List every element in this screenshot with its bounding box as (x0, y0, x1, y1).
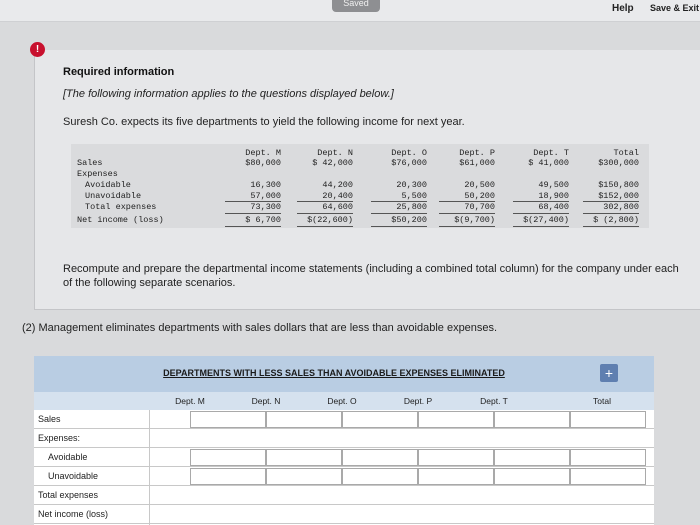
input-sales-t[interactable] (494, 411, 570, 428)
scenario-text: (2) Management eliminates departments with sales dollars that are less than avoidable expenses. (22, 322, 498, 334)
input-unavoidable-p[interactable] (418, 468, 494, 485)
help-link[interactable]: Help (612, 3, 634, 14)
underline (583, 213, 639, 214)
stmt-net-income-p: $(9,700) (454, 215, 495, 225)
row-expenses (34, 429, 654, 448)
input-sales-o[interactable] (342, 411, 418, 428)
row-total-expenses (34, 486, 654, 505)
double-underline (225, 226, 281, 227)
stmt-avoidable-p: 20,500 (464, 180, 495, 190)
stmt-label-unavoidable: Unavoidable (85, 191, 142, 201)
answer-table-title: DEPARTMENTS WITH LESS SALES THAN AVOIDABLE EXPENSES ELIMINATED (163, 368, 505, 378)
required-info-title: Required information (63, 66, 175, 78)
recompute-instructions: Recompute and prepare the departmental income statements (including a combined total column) for the company under each of the following separate scenarios. (63, 263, 679, 289)
answer-column-headers (34, 392, 654, 410)
save-exit-button[interactable]: Save & Exit (650, 3, 700, 13)
double-underline (371, 226, 427, 227)
input-sales-n[interactable] (266, 411, 342, 428)
col-header-dept-m: Dept. M (175, 396, 205, 406)
row-sales (34, 410, 654, 429)
input-avoidable-p[interactable] (418, 449, 494, 466)
input-sales-total[interactable] (570, 411, 646, 428)
input-sales-p[interactable] (418, 411, 494, 428)
row-label-total-expenses: Total expenses (38, 490, 99, 500)
stmt-header-dept-t: Dept. T $ 41,000 (528, 148, 569, 168)
row-unavoidable (34, 467, 654, 486)
row-avoidable (34, 448, 654, 467)
row-net-income (34, 505, 654, 524)
underline (297, 213, 353, 214)
input-unavoidable-n[interactable] (266, 468, 342, 485)
stmt-unavoidable-p: 50,200 (464, 191, 495, 201)
required-info-note: [The following information applies to the questions displayed below.] (63, 88, 394, 100)
stmt-label-sales: Sales (77, 158, 103, 168)
stmt-unavoidable-total: $152,000 (598, 191, 639, 201)
stmt-label-total-expenses: Total expenses (85, 202, 157, 212)
input-unavoidable-m[interactable] (190, 468, 266, 485)
row-label-expenses: Expenses: (38, 433, 81, 443)
double-underline (297, 226, 353, 227)
stmt-unavoidable-t: 18,900 (538, 191, 569, 201)
double-underline (583, 226, 639, 227)
stmt-header-dept-p: Dept. P $61,000 (459, 148, 495, 168)
stmt-total-exp-total: 302,800 (603, 202, 639, 212)
stmt-header-total: Total $300,000 (598, 148, 639, 168)
stmt-net-income-m: $ 6,700 (245, 215, 281, 225)
col-header-dept-t: Dept. T (480, 396, 508, 406)
col-header-dept-n: Dept. N (251, 396, 281, 406)
stmt-unavoidable-o: 5,500 (401, 191, 427, 201)
stmt-header-dept-o: Dept. O $76,000 (391, 148, 427, 168)
stmt-total-exp-o: 25,800 (396, 202, 427, 212)
income-statement (71, 144, 649, 228)
underline (225, 213, 281, 214)
underline (439, 213, 495, 214)
input-avoidable-m[interactable] (190, 449, 266, 466)
double-underline (513, 226, 569, 227)
input-avoidable-o[interactable] (342, 449, 418, 466)
stmt-avoidable-t: 49,500 (538, 180, 569, 190)
stmt-label-net-income: Net income (loss) (77, 215, 164, 225)
alert-icon: ! (30, 42, 45, 57)
stmt-total-exp-t: 68,400 (538, 202, 569, 212)
stmt-avoidable-total: $150,800 (598, 180, 639, 190)
stmt-unavoidable-m: 57,000 (250, 191, 281, 201)
stmt-avoidable-n: 44,200 (322, 180, 353, 190)
saved-indicator: Saved (332, 0, 380, 12)
input-avoidable-t[interactable] (494, 449, 570, 466)
col-header-dept-p: Dept. P (403, 396, 433, 406)
stmt-unavoidable-n: 20,400 (322, 191, 353, 201)
underline (513, 213, 569, 214)
input-avoidable-n[interactable] (266, 449, 342, 466)
stmt-net-income-o: $50,200 (391, 215, 427, 225)
input-avoidable-total[interactable] (570, 449, 646, 466)
stmt-avoidable-m: 16,300 (250, 180, 281, 190)
input-sales-m[interactable] (190, 411, 266, 428)
double-underline (439, 226, 495, 227)
answer-table-header (34, 356, 654, 392)
stmt-total-exp-m: 73,300 (250, 202, 281, 212)
row-label-sales: Sales (38, 414, 61, 424)
stmt-total-exp-p: 70,700 (464, 202, 495, 212)
plus-icon[interactable]: + (600, 364, 618, 382)
stmt-net-income-n: $(22,600) (307, 215, 353, 225)
required-info-panel (34, 50, 700, 310)
stmt-header-dept-m: Dept. M $80,000 (245, 148, 281, 168)
input-unavoidable-total[interactable] (570, 468, 646, 485)
row-label-avoidable: Avoidable (48, 452, 88, 462)
answer-table (34, 356, 654, 525)
top-bar (0, 0, 700, 22)
input-unavoidable-o[interactable] (342, 468, 418, 485)
row-label-net-income: Net income (loss) (38, 509, 109, 519)
stmt-label-expenses: Expenses (77, 169, 118, 179)
stmt-label-avoidable: Avoidable (85, 180, 131, 190)
input-unavoidable-t[interactable] (494, 468, 570, 485)
required-info-intro: Suresh Co. expects its five departments to yield the following income for next year. (63, 116, 465, 128)
col-header-total: Total (593, 396, 611, 406)
underline (371, 213, 427, 214)
stmt-net-income-total: $ (2,800) (593, 215, 639, 225)
col-header-dept-o: Dept. O (327, 396, 357, 406)
row-label-unavoidable: Unavoidable (48, 471, 99, 481)
stmt-avoidable-o: 20,300 (396, 180, 427, 190)
stmt-net-income-t: $(27,400) (523, 215, 569, 225)
stmt-total-exp-n: 64,600 (322, 202, 353, 212)
stmt-header-dept-n: Dept. N $ 42,000 (312, 148, 353, 168)
